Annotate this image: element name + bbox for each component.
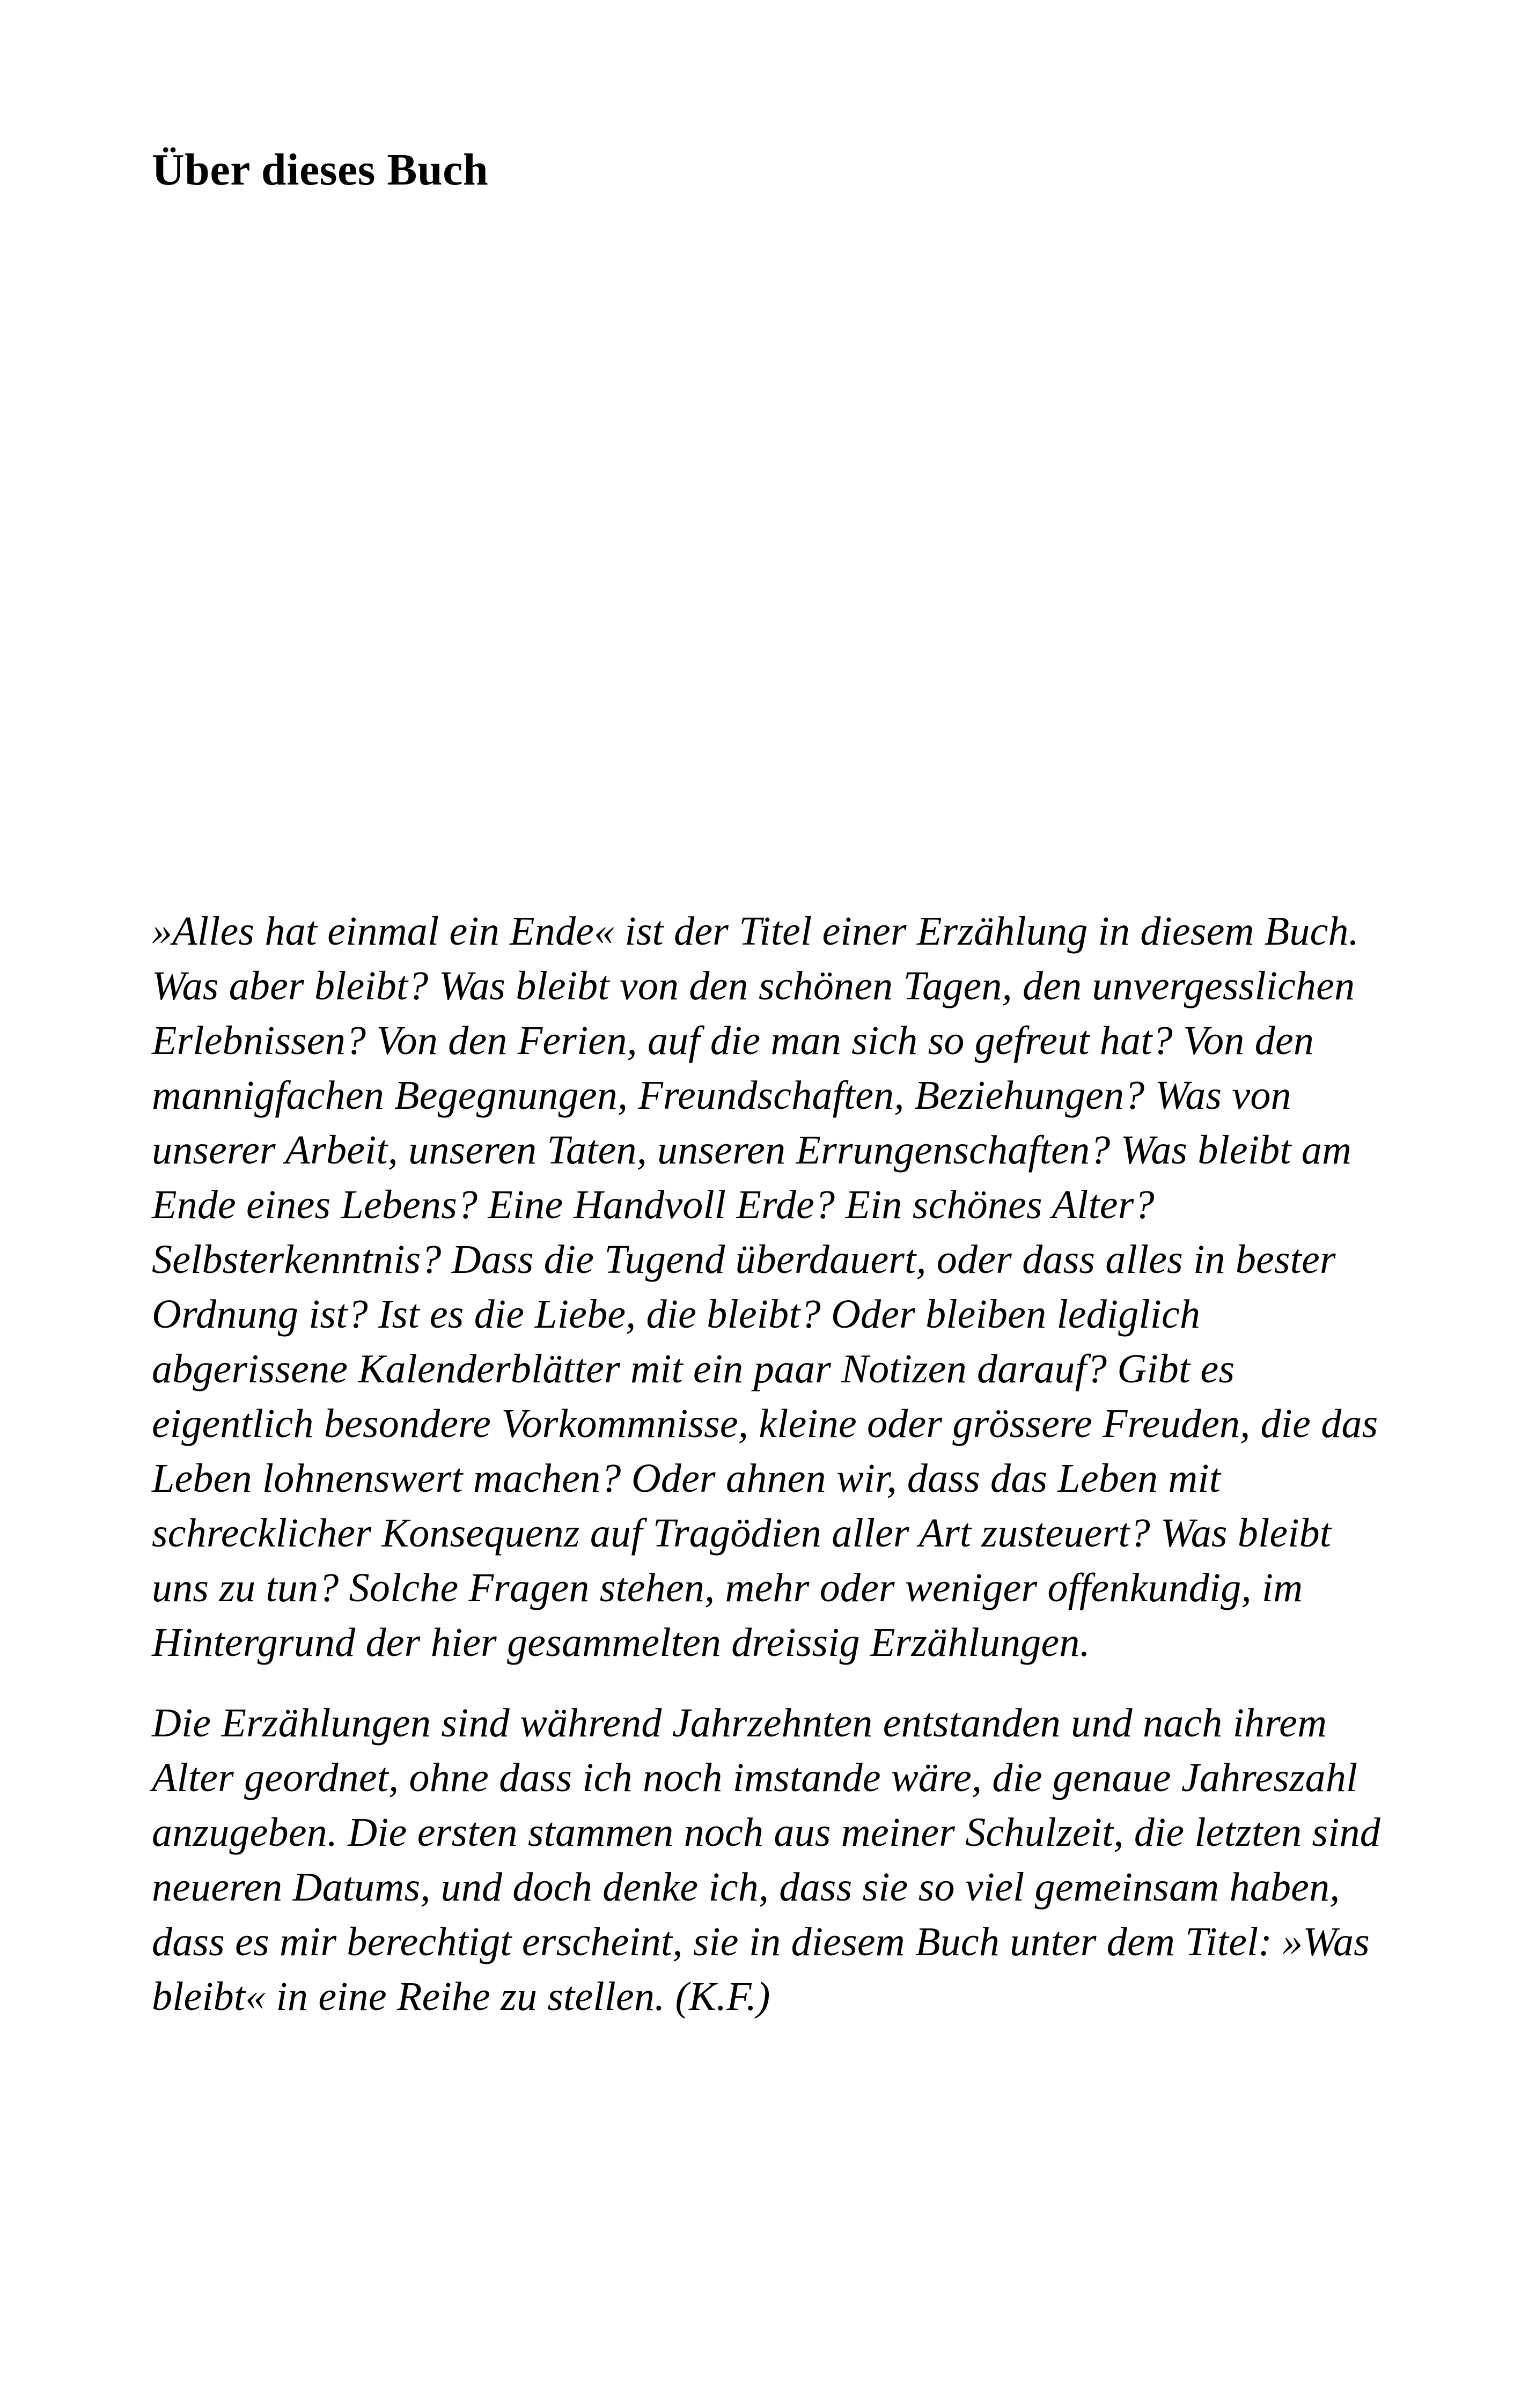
description-paragraph-1: »Alles hat einmal ein Ende« ist der Titel einer Erzählung in diesem Buch. Was aber bleibt? Was bleibt von den schönen Tagen, den unvergesslichen Erlebnissen? Von den Ferien, auf die man sich so gefreut hat? Von den mannigfachen Begegnungen, Freundschaften, Beziehungen? Was von unserer Arbeit, unseren Taten, unseren Errungenschaften? Was bleibt am Ende eines Lebens? Eine Handvoll Erde? Ein schönes Alter? Selbsterkenntnis? Dass die Tugend überdauert, oder dass alles in bester Ordnung ist? Ist es die Liebe, die bleibt? Oder bleiben lediglich abgerissene Kalenderblätter mit ein paar Notizen darauf? Gibt es eigentlich besondere Vorkommnisse, kleine oder grössere Freuden, die das Leben lohnenswert machen? Oder ahnen wir, dass das Leben mit schrecklicher Konsequenz auf Tragödien aller Art zusteuert? Was bleibt uns zu tun? Solche Fragen stehen, mehr oder weniger offenkundig, im Hintergrund der hier gesammelten dreissig Erzählungen.: [152, 909, 1378, 1665]
description-paragraph-2: Die Erzählungen sind während Jahrzehnten entstanden und nach ihrem Alter geordnet, ohne dass ich noch imstande wäre, die genaue Jahreszahl anzugeben. Die ersten stammen noch aus meiner Schulzeit, die letzten sind neueren Datums, und doch denke ich, dass sie so viel gemeinsam haben, dass es mir berechtigt erscheint, sie in diesem Buch unter dem Titel: »Was bleibt« in eine Reihe zu stellen. (K.F.): [152, 1700, 1380, 2019]
book-description: [152, 904, 1386, 2024]
page-title: Über dieses Buch: [152, 145, 489, 195]
